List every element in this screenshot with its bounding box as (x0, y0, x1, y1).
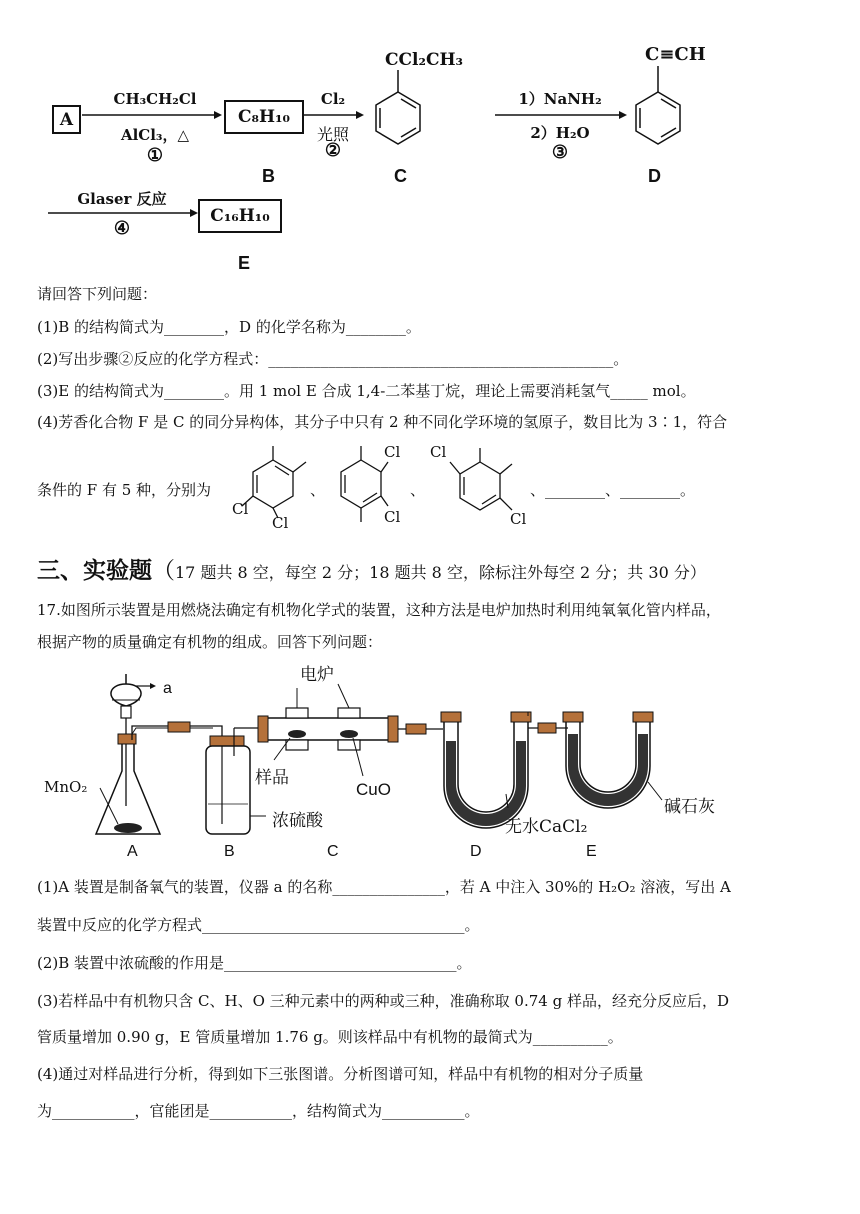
label-sodalime: 碱石灰 (664, 797, 715, 817)
step1-arrow (82, 110, 222, 120)
q17-stem-2: 根据产物的质量确定有机物的组成。回答下列问题： (37, 633, 383, 651)
step3-arrow (495, 110, 627, 120)
label-apparatus-d: D (470, 843, 482, 860)
step4-reagent: Glaser 反应 (77, 190, 167, 208)
section-note: 17 题共 8 空，每空 2 分；18 题共 8 空，除标注外每空 2 分；共 30 分） (175, 563, 706, 582)
isomer-3-cl-a: Cl (430, 443, 447, 461)
q17-part4-b: 为___________，官能团是___________，结构简式为___________。 (37, 1102, 480, 1120)
step1-number: ① (146, 145, 164, 166)
step4-arrow (48, 208, 198, 218)
isomer-sep-1: 、 (310, 481, 326, 499)
q16-part2: (2)写出步骤②反应的化学方程式：______________________________________________。 (37, 350, 629, 368)
compound-e-formula: C₁₆H₁₀ (210, 206, 270, 226)
compound-d-substituent: C≡CH (645, 44, 706, 65)
isomer-1-cl-b: Cl (272, 514, 289, 532)
isomer-3-cl-b: Cl (510, 510, 527, 528)
q16-part1: (1)B 的结构简式为________，D 的化学名称为________。 (37, 318, 421, 336)
isomer-1-cl-a: Cl (232, 500, 249, 518)
section-title: 三、实验题 (37, 558, 152, 584)
step2-arrow (304, 110, 364, 120)
compound-a-text: A (59, 109, 74, 130)
compound-c-substituent: CCl₂CH₃ (385, 50, 464, 70)
q17-part3-a: (3)若样品中有机物只含 C、H、O 三种元素中的两种或三种，准确称取 0.74 g 样品，经充分反应后，D (37, 992, 729, 1010)
q16-part5-lead: 条件的 F 有 5 种，分别为 (37, 481, 212, 499)
label-apparatus-a: A (127, 843, 138, 860)
apparatus-diagram (38, 656, 698, 866)
section-paren: （ (152, 558, 175, 584)
compound-b-label: B (262, 166, 275, 186)
step3-number: ③ (551, 142, 569, 163)
compound-b-formula: C₈H₁₀ (238, 107, 290, 127)
step1-reagent: CH₃CH₂Cl (113, 90, 197, 108)
compound-c-label: C (394, 166, 407, 186)
q16-part4: (4)芳香化合物 F 是 C 的同分异构体，其分子中只有 2 种不同化学环境的氢原子，数目比为 3∶1，符合 (37, 413, 728, 431)
isomer-sep-2: 、 (410, 481, 426, 499)
step3-condition: 2）H₂O (530, 124, 590, 142)
isomer-2-structure (326, 440, 416, 530)
compound-e-box (198, 199, 282, 233)
q16-part3: (3)E 的结构简式为________。用 1 mol E 合成 1,4-二苯基丁烷，理论上需要消耗氢气_____ mol。 (37, 382, 696, 400)
label-apparatus-e: E (586, 843, 597, 860)
q17-part2: (2)B 装置中浓硫酸的作用是_______________________________。 (37, 954, 472, 972)
label-mno2: MnO₂ (44, 778, 88, 796)
compound-e-label: E (238, 253, 251, 273)
q17-stem-1: 17.如图所示装置是用燃烧法确定有机物化学式的装置，这种方法是电炉加热时利用纯氧氧化管内样品， (37, 601, 721, 619)
q17-part4-a: (4)通过对样品进行分析，得到如下三张图谱。分析图谱可知，样品中有机物的相对分子质量 (37, 1065, 644, 1083)
q16-intro: 请回答下列问题： (37, 285, 158, 303)
label-apparatus-b: B (224, 843, 235, 860)
apparatus-a (96, 674, 213, 834)
label-cacl2: 无水CaCl₂ (505, 817, 588, 837)
q17-part1-b: 装置中反应的化学方程式___________________________________。 (37, 916, 480, 934)
step4-number: ④ (113, 218, 131, 239)
label-sample: 样品 (255, 768, 289, 788)
section-heading (37, 552, 706, 585)
q17-part1-a: (1)A 装置是制备氧气的装置，仪器 a 的名称_______________，若 A 中注入 30%的 H₂O₂ 溶液，写出 A (37, 878, 731, 896)
apparatus-e (563, 712, 662, 808)
step2-reagent: Cl₂ (320, 90, 346, 108)
label-cuo: CuO (356, 780, 391, 799)
apparatus-d (441, 712, 568, 828)
q16-part5-tail: 、________、________。 (530, 481, 696, 499)
isomer-2-cl-a: Cl (384, 443, 401, 461)
q17-part3-b: 管质量增加 0.90 g，E 管质量增加 1.76 g。则该样品中有机物的最简式为__________。 (37, 1028, 623, 1046)
label-furnace: 电炉 (300, 665, 334, 685)
compound-b-box (224, 100, 304, 134)
step3-reagent: 1）NaNH₂ (518, 90, 602, 108)
step2-number: ② (324, 140, 342, 161)
label-acid: 浓硫酸 (272, 811, 323, 831)
compound-a-box (52, 105, 81, 134)
label-a: a (163, 680, 172, 697)
isomer-2-cl-b: Cl (384, 508, 401, 526)
step1-condition: AlCl₃，△ (120, 126, 190, 144)
compound-d-label: D (648, 166, 661, 186)
label-apparatus-c: C (327, 843, 339, 860)
step2-condition: 光照 (316, 125, 349, 144)
